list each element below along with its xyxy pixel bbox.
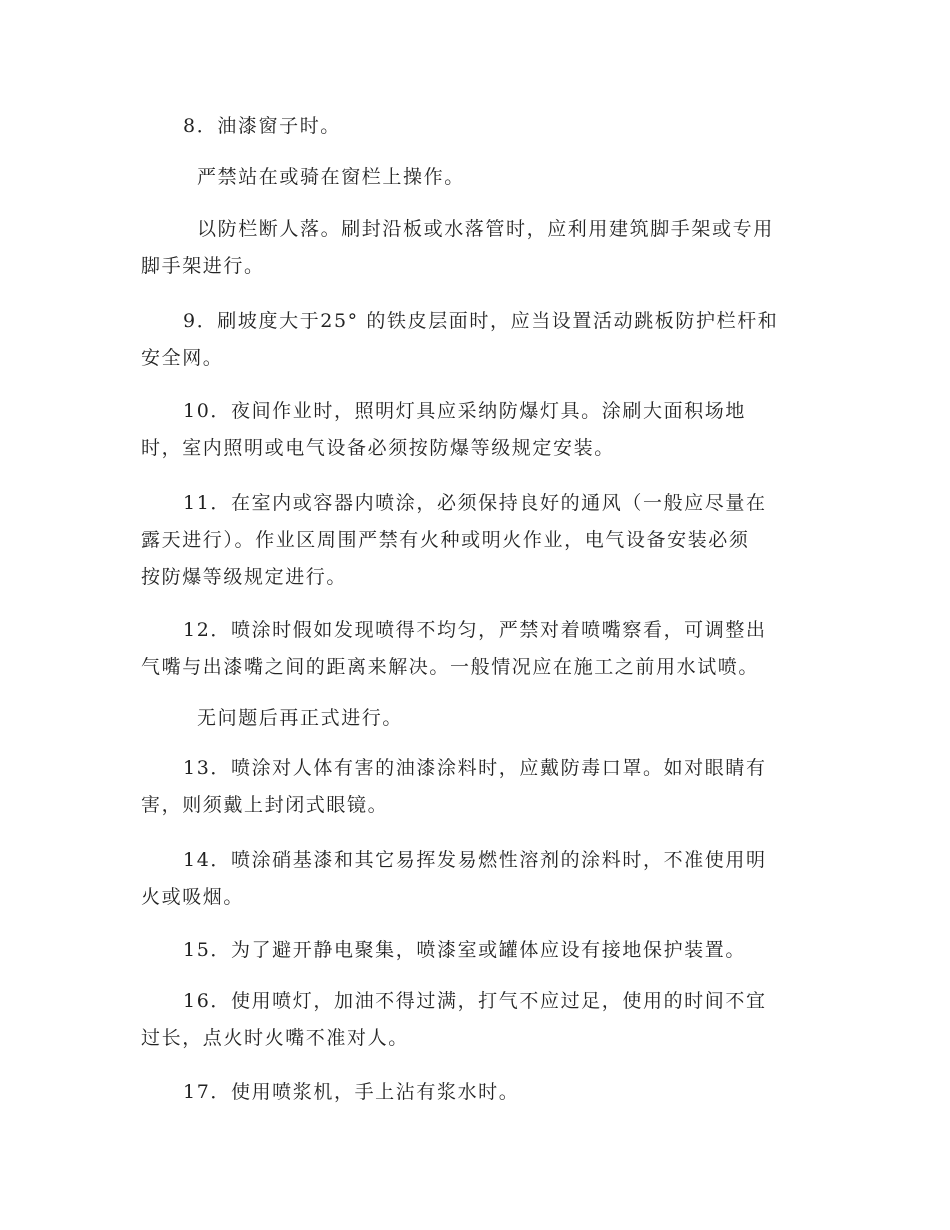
paragraph-line: 9．刷坡度大于25° 的铁皮层面时，应当设置活动跳板防护栏杆和 <box>183 310 779 332</box>
paragraph-16 <box>141 983 816 1057</box>
paragraph-14 <box>141 842 816 916</box>
paragraph-8-detail <box>141 211 816 285</box>
paragraph-12-continued <box>141 700 816 737</box>
paragraph-line: 无问题后再正式进行。 <box>197 707 404 729</box>
paragraph-13 <box>141 750 816 824</box>
paragraph-11 <box>141 485 816 596</box>
paragraph-line: 害，则须戴上封闭式眼镜。 <box>141 794 389 816</box>
paragraph-15 <box>141 932 816 969</box>
paragraph-line: 10．夜间作业时，照明灯具应采纳防爆灯具。涂刷大面积场地 <box>183 400 746 422</box>
paragraph-line: 8．油漆窗子时。 <box>183 115 341 137</box>
paragraph-line: 气嘴与出漆嘴之间的距离来解决。一般情况应在施工之前用水试喷。 <box>141 656 760 678</box>
paragraph-8-continued <box>141 159 816 196</box>
paragraph-line: 脚手架进行。 <box>141 255 265 277</box>
paragraph-8 <box>141 108 816 145</box>
paragraph-12 <box>141 612 816 686</box>
paragraph-line: 时，室内照明或电气设备必须按防爆等级规定安装。 <box>141 437 615 459</box>
paragraph-9 <box>141 303 816 377</box>
paragraph-17 <box>141 1074 816 1111</box>
paragraph-line: 过长，点火时火嘴不准对人。 <box>141 1027 409 1049</box>
paragraph-line: 14．喷涂硝基漆和其它易挥发易燃性溶剂的涂料时，不准使用明 <box>183 849 767 871</box>
paragraph-line: 安全网。 <box>141 347 224 369</box>
paragraph-line: 17．使用喷浆机，手上沾有浆水时。 <box>183 1081 520 1103</box>
paragraph-line: 严禁站在或骑在窗栏上操作。 <box>197 166 465 188</box>
paragraph-line: 以防栏断人落。刷封沿板或水落管时，应利用建筑脚手架或专用 <box>197 218 774 240</box>
paragraph-line: 按防爆等级规定进行。 <box>141 566 348 588</box>
paragraph-line: 15．为了避开静电聚集，喷漆室或罐体应设有接地保护装置。 <box>183 939 746 961</box>
paragraph-line: 13．喷涂对人体有害的油漆涂料时，应戴防毒口罩。如对眼睛有 <box>183 757 767 779</box>
paragraph-10 <box>141 393 816 467</box>
paragraph-line: 11．在室内或容器内喷涂，必须保持良好的通风（一般应尽量在 <box>183 492 767 514</box>
paragraph-line: 12．喷涂时假如发现喷得不均匀，严禁对着喷嘴察看，可调整出 <box>183 619 767 641</box>
paragraph-line: 火或吸烟。 <box>141 886 245 908</box>
paragraph-line: 16．使用喷灯，加油不得过满，打气不应过足，使用的时间不宜 <box>183 990 767 1012</box>
paragraph-line: 露天进行）。作业区周围严禁有火种或明火作业，电气设备安装必须 <box>141 529 750 551</box>
